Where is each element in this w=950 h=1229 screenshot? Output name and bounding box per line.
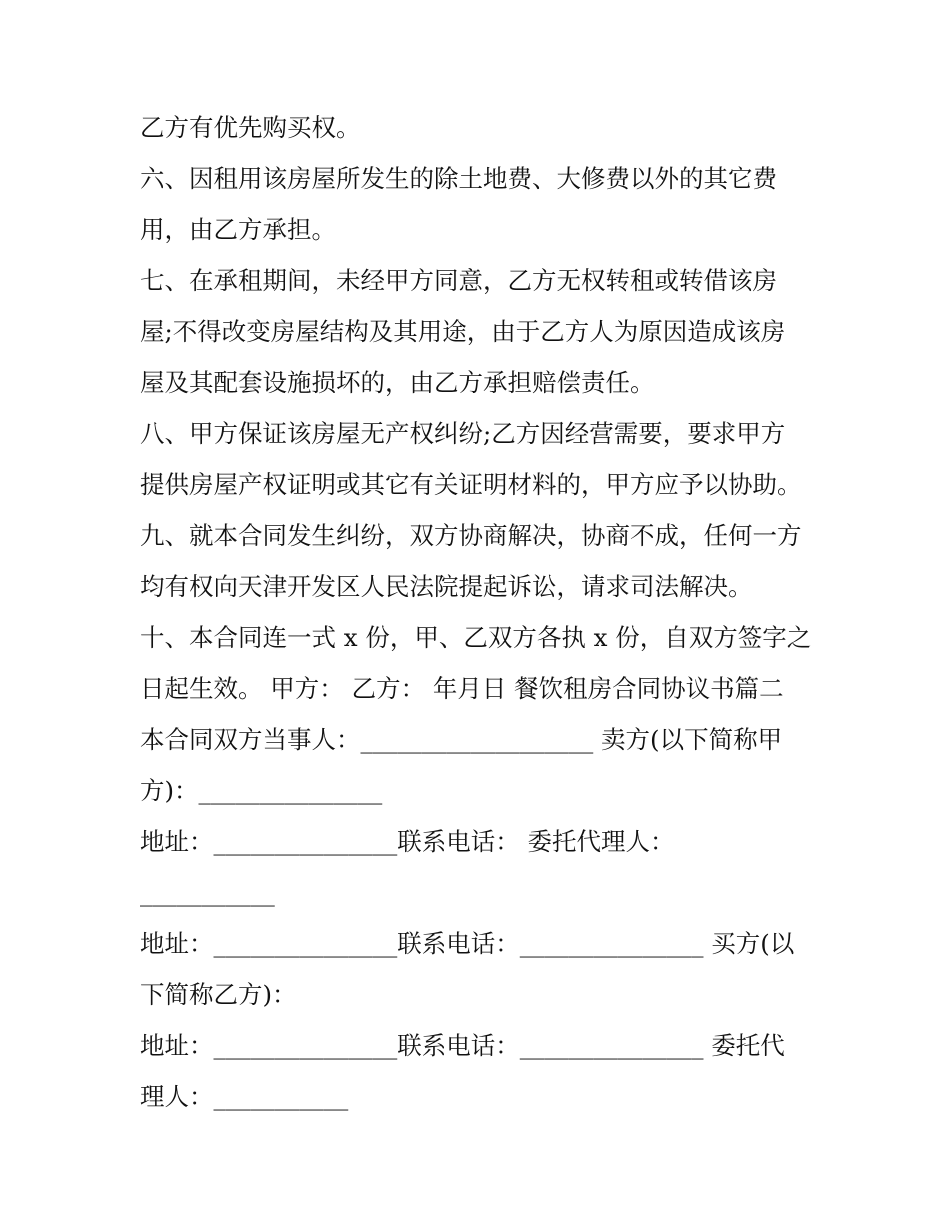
text-line: 屋及其配套设施损坏的，由乙方承担赔偿责任。 [140, 368, 655, 397]
text-line: 日起生效。 甲方： 乙方： 年月日 餐饮租房合同协议书篇二 [140, 674, 784, 703]
text-line: 六、因租用该房屋所发生的除土地费、大修费以外的其它费 [140, 164, 777, 193]
contract-text [140, 102, 820, 1122]
text-line: 方)：_______________ [140, 776, 383, 805]
text-line: ___________ [140, 878, 275, 907]
text-line: 均有权向天津开发区人民法院提起诉讼，请求司法解决。 [140, 572, 753, 601]
text-line: 提供房屋产权证明或其它有关证明材料的，甲方应予以协助。 [140, 470, 802, 499]
text-line: 用，由乙方承担。 [140, 215, 336, 244]
text-line: 十、本合同连一式 x 份，甲、乙双方各执 x 份，自双方签字之 [140, 623, 812, 652]
text-line: 屋;不得改变房屋结构及其用途，由于乙方人为原因造成该房 [140, 317, 786, 346]
text-line: 地址：_______________联系电话： 委托代理人： [140, 827, 675, 856]
text-line: 地址：_______________联系电话：_______________ 委托代 [140, 1031, 785, 1060]
text-line: 七、在承租期间，未经甲方同意，乙方无权转租或转借该房 [140, 266, 777, 295]
text-line: 本合同双方当事人：___________________ 卖方(以下简称甲 [140, 725, 783, 754]
text-line: 下简称乙方)： [140, 980, 297, 1009]
text-line: 地址：_______________联系电话：_______________ 买方(以 [140, 929, 795, 958]
text-line: 八、甲方保证该房屋无产权纠纷;乙方因经营需要，要求甲方 [140, 419, 786, 448]
text-line: 乙方有优先购买权。 [140, 113, 361, 142]
text-line: 九、就本合同发生纠纷，双方协商解决，协商不成，任何一方 [140, 521, 802, 550]
text-line: 理人：___________ [140, 1082, 349, 1111]
